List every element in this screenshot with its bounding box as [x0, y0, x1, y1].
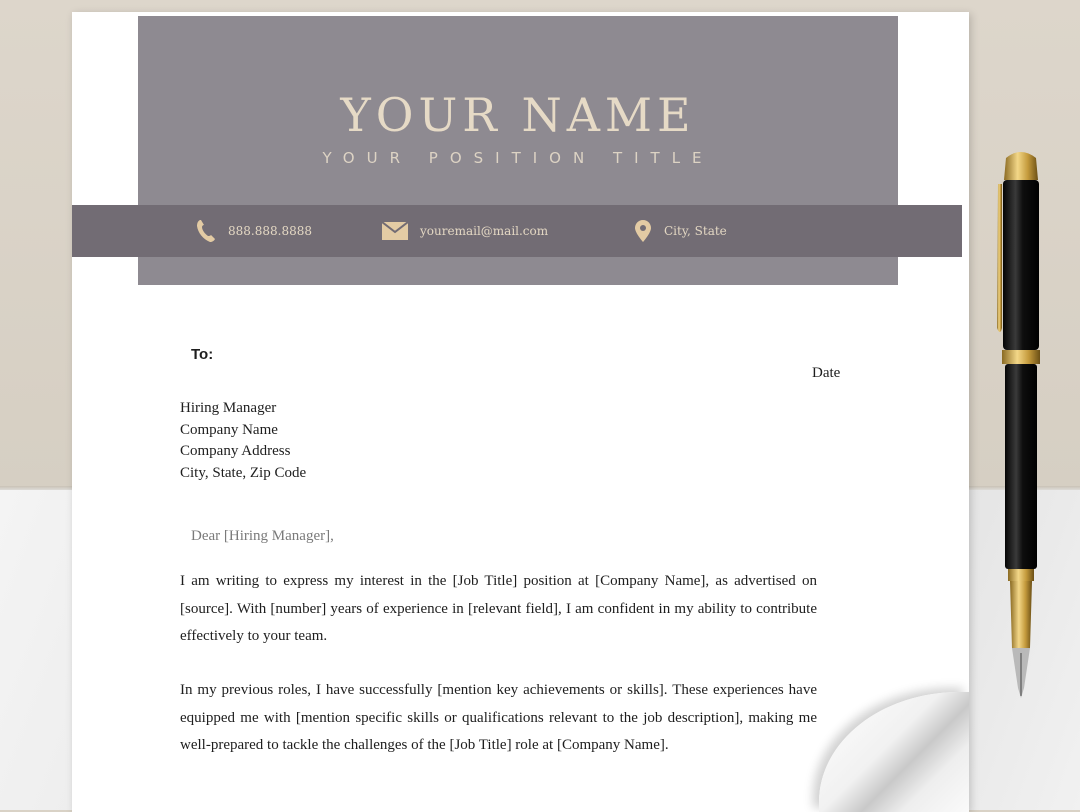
- contact-band: [72, 205, 962, 257]
- contact-email: [382, 205, 548, 257]
- email-address: youremail@mail.com: [420, 224, 549, 238]
- location-pin-icon: [634, 220, 652, 242]
- letter-date: Date: [812, 365, 841, 381]
- recipient-line: Hiring Manager: [180, 400, 277, 416]
- recipient-address: [180, 398, 306, 484]
- contact-phone: [196, 205, 312, 257]
- page-curl: [819, 692, 969, 812]
- body-paragraph: I am writing to express my interest in the [Job Title] position at [Company Name], as advertised on [source]. With [number] years of experience in [relevant field], I am confident in my ability to contribute effectively to your team.: [180, 573, 817, 644]
- recipient-line: Company Address: [180, 443, 291, 459]
- phone-number: 888.888.8888: [228, 224, 312, 238]
- body-paragraph: In my previous roles, I have successfully [mention key achievements or skills]. These experiences have equipped me with [mention specific skills or qualifications relevant to the job description], making me well-prepared to tackle the challenges of the [Job Title] role at [Company Name].: [180, 682, 817, 753]
- email-icon: [382, 222, 408, 240]
- recipient-line: Company Name: [180, 421, 278, 438]
- salutation: Dear [Hiring Manager],: [191, 528, 334, 544]
- letter-page: [72, 12, 969, 812]
- recipient-line: City, State, Zip Code: [180, 464, 307, 481]
- applicant-name: YOUR NAME: [340, 88, 696, 142]
- phone-icon: [196, 219, 216, 243]
- location-text: City, State: [664, 224, 727, 238]
- fountain-pen: [986, 148, 1056, 708]
- position-title: YOUR POSITION TITLE: [322, 149, 714, 167]
- to-label: To:: [191, 346, 214, 363]
- contact-location: [634, 205, 727, 257]
